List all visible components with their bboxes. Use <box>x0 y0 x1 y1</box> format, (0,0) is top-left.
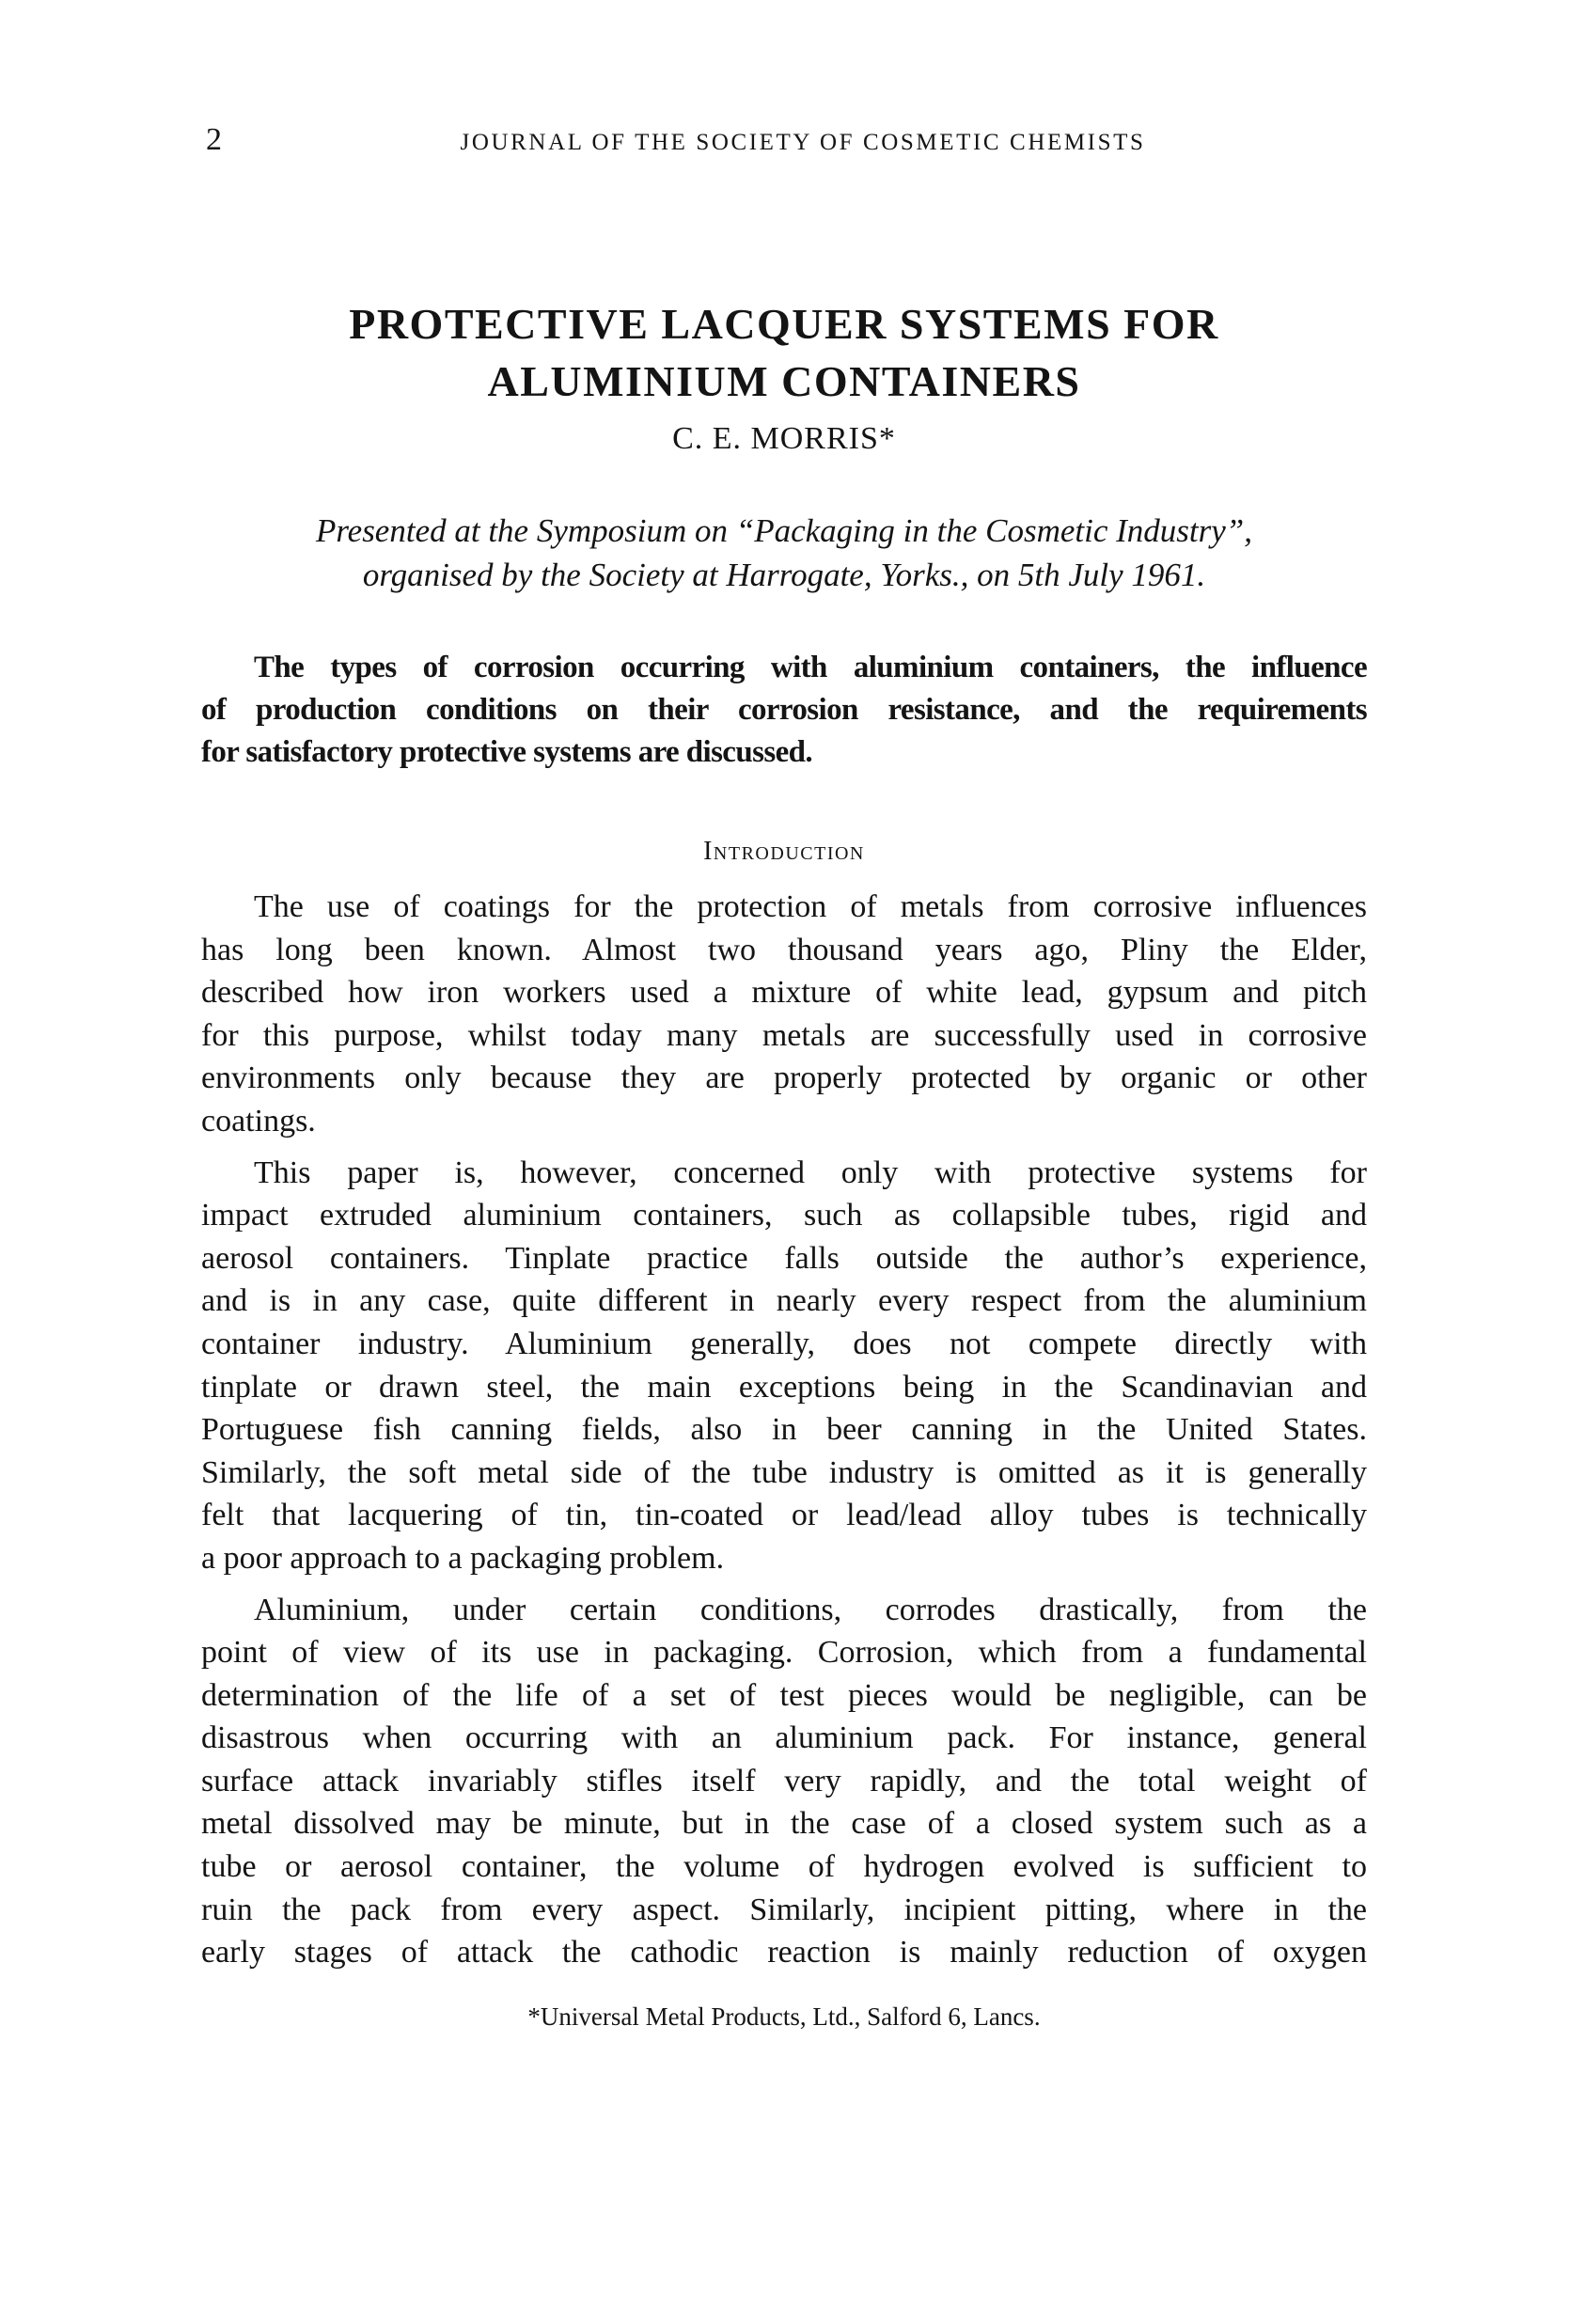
abstract-line: of production conditions on their corrosion resistance, and the requirements <box>201 693 1367 727</box>
body-line: This paper is, however, concerned only with protective systems for <box>254 1154 1367 1190</box>
paragraph <box>201 1589 1367 1974</box>
body-line: and is in any case, quite different in nearly every respect from the aluminium <box>201 1283 1367 1319</box>
body-line: for this purpose, whilst today many metals are successfully used in corrosive <box>201 1017 1367 1053</box>
paragraph <box>201 886 1367 1143</box>
body-line: tinplate or drawn steel, the main exceptions being in the Scandinavian and <box>201 1369 1367 1405</box>
body-line: coatings. <box>201 1103 316 1138</box>
body-line: point of view of its use in packaging. Corrosion, which from a fundamental <box>201 1635 1367 1671</box>
title-line: PROTECTIVE LACQUER SYSTEMS FOR <box>349 300 1219 348</box>
body-line: Similarly, the soft metal side of the tube industry is omitted as it is generally <box>201 1454 1367 1490</box>
footnote: *Universal Metal Products, Ltd., Salford 6, Lancs. <box>527 2002 1041 2031</box>
author: C. E. MORRIS* <box>672 421 896 456</box>
body-text <box>201 886 1367 1983</box>
presentation-line: organised by the Society at Harrogate, Yorks., on 5th July 1961. <box>362 557 1206 593</box>
presentation-note <box>201 509 1367 597</box>
body-line: early stages of attack the cathodic reaction is mainly reduction of oxygen <box>201 1935 1367 1971</box>
body-line: Portuguese fish canning fields, also in beer canning in the United States. <box>201 1412 1367 1448</box>
running-head: JOURNAL OF THE SOCIETY OF COSMETIC CHEMISTS <box>460 130 1146 155</box>
title-line: ALUMINIUM CONTAINERS <box>487 357 1081 405</box>
body-line: disastrous when occurring with an aluminium pack. For instance, general <box>201 1720 1367 1756</box>
article-title <box>201 295 1367 410</box>
abstract-line: for satisfactory protective systems are discussed. <box>201 735 813 769</box>
abstract-line: The types of corrosion occurring with aluminium containers, the influence <box>254 651 1367 684</box>
section-heading: Introduction <box>703 837 865 866</box>
body-line: metal dissolved may be minute, but in the case of a closed system such as a <box>201 1806 1367 1842</box>
body-line: The use of coatings for the protection of metals from corrosive influences <box>254 889 1367 924</box>
page-number: 2 <box>206 122 222 157</box>
body-line: has long been known. Almost two thousand years ago, Pliny the Elder, <box>201 932 1367 967</box>
body-line: aerosol containers. Tinplate practice falls outside the author’s experience, <box>201 1240 1367 1276</box>
body-line: environments only because they are properly protected by organic or other <box>201 1060 1367 1096</box>
body-line: a poor approach to a packaging problem. <box>201 1540 725 1576</box>
abstract <box>201 647 1367 774</box>
body-line: tube or aerosol container, the volume of hydrogen evolved is sufficient to <box>201 1849 1367 1885</box>
body-line: Aluminium, under certain conditions, corrodes drastically, from the <box>254 1592 1367 1627</box>
body-line: impact extruded aluminium containers, such as collapsible tubes, rigid and <box>201 1198 1367 1233</box>
body-line: described how iron workers used a mixture of white lead, gypsum and pitch <box>201 975 1367 1011</box>
paragraph <box>201 1152 1367 1580</box>
body-line: felt that lacquering of tin, tin-coated or lead/lead alloy tubes is technically <box>201 1498 1367 1533</box>
body-line: ruin the pack from every aspect. Similarly, incipient pitting, where in the <box>201 1892 1367 1927</box>
body-line: container industry. Aluminium generally, does not compete directly with <box>201 1326 1367 1361</box>
presentation-line: Presented at the Symposium on “Packaging in the Cosmetic Industry”, <box>315 512 1253 549</box>
body-line: determination of the life of a set of test pieces would be negligible, can be <box>201 1677 1367 1713</box>
body-line: surface attack invariably stifles itself very rapidly, and the total weight of <box>201 1763 1367 1798</box>
